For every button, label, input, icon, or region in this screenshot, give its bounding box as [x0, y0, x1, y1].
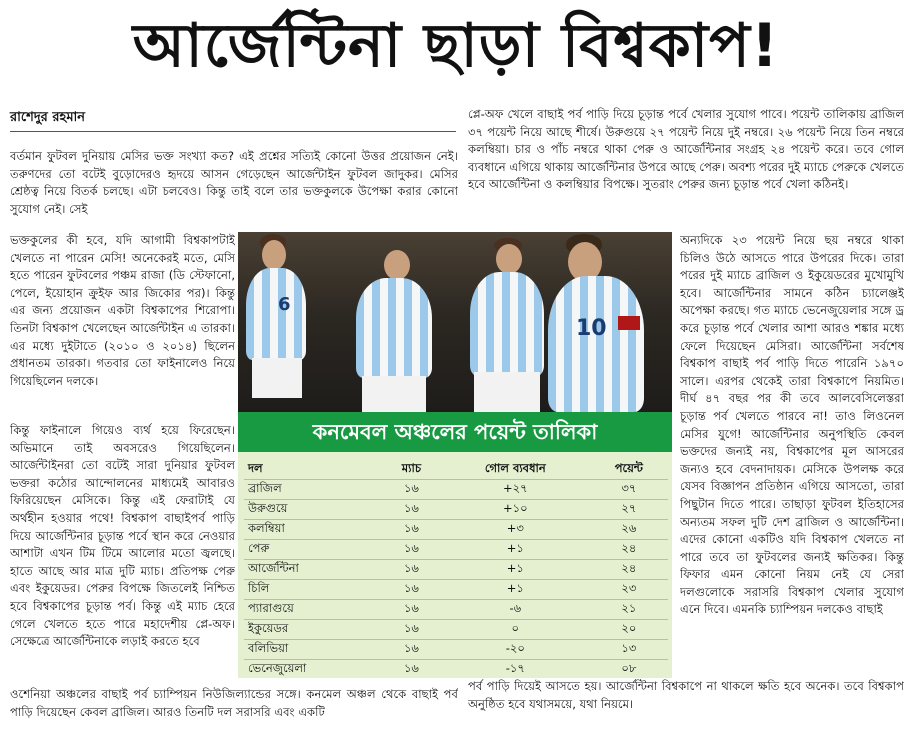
cell-points: ১৩: [621, 641, 637, 655]
cell-points: ২৬: [621, 521, 637, 535]
cell-matches: ১৬: [403, 521, 419, 535]
cell-points: ৩৭: [621, 481, 637, 495]
table-row: [244, 560, 668, 580]
header-matches: ম্যাচ: [401, 461, 422, 475]
cell-goal-diff: +১০: [502, 501, 528, 515]
cell-matches: ১৬: [403, 561, 419, 575]
cell-matches: ১৬: [403, 621, 419, 635]
cell-team: পেরু: [248, 541, 270, 555]
jersey-number: 6: [278, 294, 291, 315]
cell-goal-diff: -১৭: [505, 661, 525, 675]
table-row: [244, 520, 668, 540]
cell-matches: ১৬: [403, 641, 419, 655]
cell-matches: ১৬: [403, 541, 419, 555]
cell-goal-diff: ০: [511, 621, 520, 635]
article-text-left-mid: [10, 232, 235, 422]
cell-team: বলিভিয়া: [248, 641, 289, 655]
paragraph: পর্ব পাড়ি দিয়েই আসতে হয়। আর্জেন্টিনা বিশ্বকাপে না থাকলে ক্ষতি হবে অনেক। তবে বিশ্বকাপ অনুষ্ঠিত হবে যথাসময়ে, যথা নিয়মে।: [468, 679, 904, 711]
cell-points: ২৪: [621, 541, 637, 555]
cell-goal-diff: +১: [506, 561, 524, 575]
paragraph: ভক্তকুলের কী হবে, যদি আগামী বিশ্বকাপটাই খেলতে না পারেন মেসি! অনেকেরই মতে, মেসি হতে পারেন ফুটবলের পঞ্চম রাজা (ডি স্টেফানো, পেলে, ইয়োহান ক্রুইফ আর জিকোর পর)। কিন্তু এর জন্য প্রয়োজন একটা বিশ্বকাপের শিরোপা। তিনটা বিশ্বকাপ খেলেছেন আর্জেন্টাইন এ তারকা। এর মধ্যে দুইটাতে (২০১০ ও ২০১৪) ছিলেন প্রধানতম তারকা। গতবার তো ফাইনালেও নিয়ে গিয়েছিলেন দলকে।: [10, 233, 235, 388]
paragraph: অন্যদিকে ২৩ পয়েন্ট নিয়ে ছয় নম্বরে থাকা চিলিও উঠে আসতে পারে উপরের দিকে। তারা পরের দুই ম্যাচে ব্রাজিল ও ইকুয়েডরের মুখোমুখি হবে। আর্জেন্টিনার সামনে কঠিন চ্যালেঞ্জই অপেক্ষা করছে। গত ম্যাচে ভেনেজুয়েলার সঙ্গে ড্র করে চূড়ান্ত পর্বে খেলার আশা আরও শঙ্কার মধ্যে ফেলে দিয়েছেন মেসিরা। আর্জেন্টিনা সর্বশেষ বিশ্বকাপ বাছাই পর্ব পাড়ি দিতে পারেনি ১৯৭০ সালে। এরপর থেকেই তারা বিশ্বকাপে নিয়মিত। দীর্ঘ ৪৭ বছর পর কী তবে আলবেসিলেস্তরা চূড়ান্ত পর্ব খেলতে পারবে না! তাও লিওনেল মেসির যুগে! আর্জেন্টিনার অনুপস্থিতি কেবল ভক্তদের জন্যই নয়, বিশ্বকাপের মূল আসরের জন্যও হবে বেদনাদায়ক। মেসিকে উপলক্ষ করে যেসব বিজ্ঞাপন প্রতিষ্ঠান এগিয়ে আসতো, তারা পিছুটান দিতে পারে। তাছাড়া ফুটবল ইতিহাসের অন্যতম সফল দুটি দেশ ব্রাজিল ও আর্জেন্টিনা। এদের কোনো একটিও যদি বিশ্বকাপ খেলতে না পারে তবে তা ফুটবলের জন্যই ক্ষতিকর। কিন্তু ফিফার এমন কোনো নিয়ম নেই যে সেরা দলগুলোকে সরাসরি বিশ্বকাপ খেলার সুযোগ এনে দিবে। এমনকি চ্যাম্পিয়ন দলকেও বাছাই: [680, 233, 904, 617]
paragraph: বর্তমান ফুটবল দুনিয়ায় মেসির ভক্ত সংখ্যা কত? এই প্রশ্নের সত্যিই কোনো উত্তর প্রয়োজন নেই। তরুণদের তো বটেই বুড়োদেরও হৃদয়ে আসন গেড়েছেন আর্জেন্টাইন ফুটবল জাদুকর। মেসির শ্রেষ্ঠত্ব নিয়ে বিতর্ক চলছে। এটা চলবেও। কিন্তু তাই বলে তার ভক্তকুলকে উপেক্ষা করার কোনো সুযোগ নেই। সেই: [10, 149, 458, 216]
paragraph: প্লে-অফ খেলে বাছাই পর্ব পাড়ি দিয়ে চূড়ান্ত পর্বে খেলার সুযোগ পাবে। পয়েন্ট তালিকায় ব্রাজিল ৩৭ পয়েন্ট নিয়ে আছে শীর্ষে। উরুগুয়ে ২৭ পয়েন্ট নিয়ে দুই নম্বরে। ২৬ পয়েন্ট নিয়ে তিন নম্বরে কলম্বিয়া। চার ও পাঁচ নম্বরে থাকা পেরু ও আর্জেন্টিনার সংগ্রহ ২৪ পয়েন্ট করে। তবে গোল ব্যবধানে এগিয়ে থাকায় আর্জেন্টিনার উপরে আছে পেরু। অবশ্য পরের দুই ম্যাচে পেরুকে খেলতে হবে আর্জেন্টিনা ও কলম্বিয়ার বিপক্ষে। সুতরাং পেরুর জন্য চূড়ান্ত পর্বে খেলা কঠিনই।: [468, 107, 904, 192]
table-header-row: [244, 460, 668, 480]
table-title: কনমেবল অঞ্চলের পয়েন্ট তালিকা: [238, 412, 672, 452]
cell-team: ইকুয়েডর: [248, 621, 289, 635]
article-text-right-top: [468, 106, 904, 232]
cell-goal-diff: -২০: [505, 641, 525, 655]
cell-points: ২৪: [621, 561, 637, 575]
cell-team: চিলি: [248, 581, 270, 595]
headline: আর্জেন্টিনা ছাড়া বিশ্বকাপ!: [132, 11, 780, 81]
header-goal-diff: গোল ব্যবধান: [484, 461, 546, 475]
table-row: [244, 500, 668, 520]
byline: রাশেদুর রহমান: [10, 110, 86, 125]
cell-team: প্যারাগুয়ে: [248, 601, 294, 615]
cell-matches: ১৬: [403, 481, 419, 495]
article-text-right-footer: [468, 678, 904, 722]
table-row: [244, 540, 668, 560]
cell-goal-diff: +২৭: [502, 481, 528, 495]
cell-points: ২৭: [621, 501, 637, 515]
cell-points: ২১: [621, 601, 637, 615]
cell-goal-diff: +১: [506, 581, 524, 595]
cell-points: ০৮: [621, 661, 637, 675]
cell-team: ব্রাজিল: [248, 481, 282, 495]
paragraph: কিন্তু ফাইনালে গিয়েও ব্যর্থ হয়ে ফিরেছেন। অভিমানে তাই অবসরেও গিয়েছিলেন। আর্জেন্টাইনরা তো বটেই সারা দুনিয়ার ফুটবল ভক্তরা কঠোর আন্দোলনের মাধ্যমেই আবারও ফিরিয়েছেন মেসিকে। কিন্তু এই ফেরাটাই যে অর্থহীন হওয়ার পথে! বিশ্বকাপ বাছাইপর্ব পাড়ি দিয়ে আর্জেন্টিনার চূড়ান্ত পর্বে স্থান করে নেওয়ার আশাটা এখন টিম টিমে আলোর মতো জ্বলছে। হাতে আছে আর মাত্র দুটি ম্যাচ। প্রতিপক্ষ পেরু এবং ইকুয়েডর। পেরুর বিপক্ষে জিতলেই নিশ্চিত হবে বিশ্বকাপের চূড়ান্ত পর্ব। কিন্তু এই ম্যাচ হেরে গেলে খেলতে হতে পারে মহাদেশীয় প্লে-অফ। সেক্ষেত্রে আর্জেন্টিনাকে লড়াই করতে হবে: [10, 423, 235, 649]
cell-team: ভেনেজুয়েলা: [248, 661, 307, 675]
paragraph: ওশেনিয়া অঞ্চলের বাছাই পর্ব চ্যাম্পিয়ন নিউজিল্যান্ডের সঙ্গে। কনমেল অঞ্চল থেকে বাছাই পর্ব পাড়ি দিয়েছেন কেবল ব্রাজিল। আরও তিনটি দল সরাসরি এবং একটি: [10, 687, 458, 719]
cell-matches: ১৬: [403, 501, 419, 515]
article-text-left-footer: [10, 686, 458, 728]
table-row: [244, 480, 668, 500]
cell-points: ২৩: [621, 581, 637, 595]
cell-matches: ১৬: [403, 661, 419, 675]
article-text-left-top: [10, 148, 458, 232]
standings-table: [244, 460, 668, 679]
cell-team: কলম্বিয়া: [248, 521, 285, 535]
table-row: [244, 660, 668, 680]
cell-team: উরুগুয়ে: [248, 501, 288, 515]
cell-matches: ১৬: [403, 601, 419, 615]
cell-matches: ১৬: [403, 581, 419, 595]
byline-rule: [10, 131, 456, 132]
table-row: [244, 640, 668, 660]
cell-goal-diff: -৬: [509, 601, 522, 615]
players-photo: [238, 232, 672, 412]
table-row: [244, 620, 668, 640]
jersey-number: 10: [576, 316, 607, 341]
points-table: [238, 412, 672, 678]
table-row: [244, 600, 668, 620]
table-row: [244, 580, 668, 600]
cell-points: ২০: [621, 621, 637, 635]
cell-team: আর্জেন্টিনা: [248, 561, 299, 575]
article-text-right-mid: [680, 232, 904, 678]
header-team: দল: [248, 461, 263, 475]
cell-goal-diff: +১: [506, 541, 524, 555]
article-text-left-bottom: [10, 422, 235, 686]
cell-goal-diff: +৩: [506, 521, 524, 535]
header-points: পয়েন্ট: [614, 461, 643, 475]
